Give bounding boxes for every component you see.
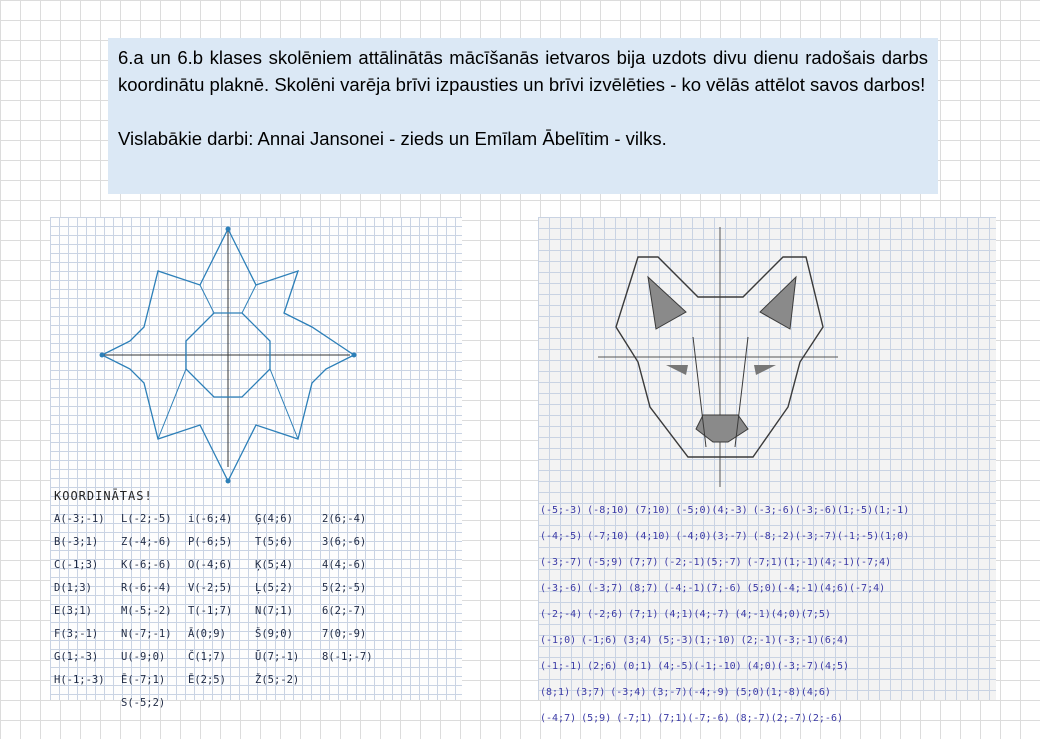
coordinate-row [54,674,458,697]
coordinate-entry: (-3;-7) [540,557,583,568]
coordinate-entry: (4;-1)(4;0)(7;5) [734,609,831,620]
coordinate-entry: (-3;7) [587,583,624,594]
coordinate-row [54,651,458,674]
coordinate-entry: (-2;-1)(5;-7) [663,557,742,568]
coordinate-entry: T(5;6) [255,536,293,548]
coordinate-entry: (5;9) [581,713,612,724]
wolf-photo [538,217,996,724]
coordinate-entry: (-7;1)(1;-1)(4;-1)(-7;4) [746,557,892,568]
coordinate-row [54,559,458,582]
coordinate-entry: R(-6;-4) [121,582,172,594]
coordinates-title: KOORDINĀTAS! [54,489,153,503]
coordinate-entry: i(-6;4) [188,513,233,525]
coordinate-entry: Ē(-7;1) [121,674,166,686]
coordinate-entry: U(-9;0) [121,651,166,663]
coordinate-entry: (5;-3)(1;-10) [657,635,736,646]
coordinate-entry: (-2;-4) [540,609,583,620]
caption-box [108,38,938,194]
wolf-right-eye [754,365,776,375]
coordinate-entry: (4;-5)(-1;-10) [657,661,742,672]
coordinate-entry: M(-5;-2) [121,605,172,617]
coordinate-entry: O(-4;6) [188,559,233,571]
coordinate-entry: (-5;0)(4;-3) [675,505,748,516]
coordinate-entry: 3(6;-6) [322,536,367,548]
flower-photo [50,217,462,709]
coordinate-entry: (-3;4) [610,687,647,698]
coordinate-entry: (-5;-3) [540,505,583,516]
coordinate-row [540,713,994,739]
coordinate-entry: (8;1) [540,687,571,698]
coordinate-entry: (3;7) [575,687,606,698]
coordinate-entry: (-2;6) [587,609,624,620]
caption-best-works: Vislabākie darbi: Annai Jansonei - zieds un Emīlam Ābelītim - vilks. [118,128,667,149]
coordinate-row [54,605,458,628]
coordinate-entry: (-8;-2)(-3;-7)(-1;-5)(1;0) [752,531,910,542]
coordinate-entry: Ģ(4;6) [255,513,293,525]
coordinate-entry: (-4;7) [540,713,577,724]
coordinate-row [540,661,994,687]
coordinate-row [540,531,994,557]
wolf-right-ear [760,277,796,329]
coordinate-row [54,536,458,559]
coordinate-entry: 6(2;-7) [322,605,367,617]
coordinate-entry: (7;10) [634,505,671,516]
coordinate-entry: (7;1)(-7;-6) [657,713,730,724]
coordinate-entry: (-3;-6)(-3;-6)(1;-5)(1;-1) [752,505,910,516]
coordinate-entry: (7;1) [628,609,659,620]
coordinate-entry: (0;1) [622,661,653,672]
coordinate-entry: S(-5;2) [121,697,166,709]
coordinate-entry: T(-1;7) [188,605,233,617]
coordinate-row [540,557,994,583]
coordinate-entry: (3;4) [622,635,653,646]
coordinate-entry: B(-3;1) [54,536,99,548]
coordinate-entry: Č(1;7) [188,651,226,663]
coordinate-entry: 5(2;-5) [322,582,367,594]
coordinate-entry: (3;-7)(-4;-9) [651,687,730,698]
coordinate-entry [54,697,121,720]
coordinate-entry: F(3;-1) [54,628,99,640]
coordinate-entry: P(-6;5) [188,536,233,548]
coordinate-entry: 7(0;-9) [322,628,367,640]
coordinate-entry: G(1;-3) [54,651,99,663]
coordinate-entry: D(1;3) [54,582,92,594]
coordinate-entry: 8(-1;-7) [322,651,373,663]
coordinate-entry: (-7;1) [616,713,653,724]
wolf-left-eye [666,365,688,375]
coordinate-entry: N(7;1) [255,605,293,617]
coordinate-entry: (-1;-1) [540,661,583,672]
coordinate-row [54,628,458,651]
coordinate-entry: A(-3;-1) [54,513,105,525]
coordinate-entry: 2(6;-4) [322,513,367,525]
coordinate-entry: (-4;0)(3;-7) [675,531,748,542]
coordinate-entry: K(-6;-6) [121,559,172,571]
coordinate-entry: (-4;-5) [540,531,583,542]
coordinate-row [54,513,458,536]
coordinate-entry: (8;7) [628,583,659,594]
coordinate-entry: H(-1;-3) [54,674,105,686]
coordinate-entry: (-3;-6) [540,583,583,594]
coordinate-entry: 4(4;-6) [322,559,367,571]
coordinate-entry: Ā(0;9) [188,628,226,640]
caption-intro: 6.a un 6.b klases skolēniem attālinātās mācīšanās ietvaros bija uzdots divu dienu radošais darbs koordinātu plaknē. Skolēni varēja brīvi izpausties un brīvi izvēlēties - ko vēlās attēlot savos darbos! [118,47,928,95]
coordinate-row [54,582,458,605]
coordinate-entry [188,697,255,720]
coordinate-entry: L(-2;-5) [121,513,172,525]
wolf-coordinates-table [540,505,994,739]
coordinate-row [54,697,458,720]
coordinate-entry: (4;0)(-3;-7)(4;5) [746,661,850,672]
coordinate-entry: Ķ(5;4) [255,559,293,571]
coordinate-row [540,609,994,635]
wolf-left-ear [648,277,686,329]
coordinate-entry [322,697,389,720]
coordinate-entry: (5;0)(1;-8)(4;6) [734,687,831,698]
coordinate-entry: N(-7;-1) [121,628,172,640]
coordinate-entry: (-1;0) [540,635,577,646]
coordinate-entry: Ē(2;5) [188,674,226,686]
coordinate-entry: (2;-1)(-3;-1)(6;4) [740,635,850,646]
coordinate-entry [322,674,389,697]
coordinate-entry: Ū(7;-1) [255,651,300,663]
coordinate-entry: V(-2;5) [188,582,233,594]
coordinate-row [540,583,994,609]
coordinate-entry [255,697,322,720]
coordinate-entry: (-8;10) [587,505,630,516]
coordinate-entry: (5;0)(-4;-1)(4;6)(-7;4) [746,583,886,594]
coordinate-entry: Ļ(5;2) [255,582,293,594]
coordinate-entry: C(-1;3) [54,559,99,571]
coordinate-entry: (-7;10) [587,531,630,542]
flower-coordinates-table [54,513,458,720]
coordinate-entry: (2;6) [587,661,618,672]
coordinate-entry: (-4;-1)(7;-6) [663,583,742,594]
coordinate-entry: (-5;9) [587,557,624,568]
coordinate-entry: (-1;6) [581,635,618,646]
coordinate-row [540,505,994,531]
coordinate-entry: (8;-7)(2;-7)(2;-6) [734,713,843,724]
coordinate-entry: E(3;1) [54,605,92,617]
coordinate-entry: Š(9;0) [255,628,293,640]
coordinate-entry: (7;7) [628,557,659,568]
coordinate-entry: (4;10) [634,531,671,542]
coordinate-row [540,687,994,713]
coordinate-entry: (4;1)(4;-7) [663,609,730,620]
coordinate-row [540,635,994,661]
coordinate-entry: Ž(5;-2) [255,674,300,686]
coordinate-entry: Z(-4;-6) [121,536,172,548]
